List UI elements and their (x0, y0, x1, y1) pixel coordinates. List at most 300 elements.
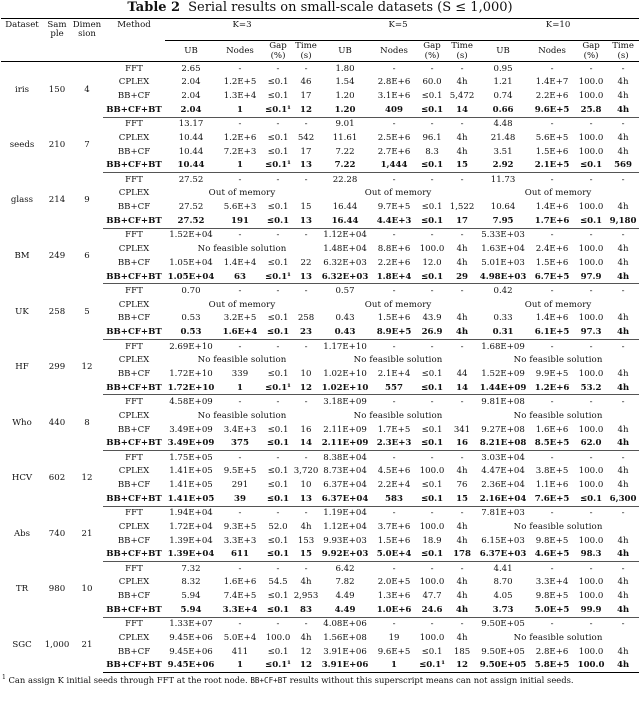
cell-gap: - (430, 452, 434, 463)
cell-nodes: - (392, 452, 396, 463)
cell-ub: 7.81E+03 (481, 508, 525, 519)
cell-gap: 100.0 (578, 202, 604, 213)
cell-ub: 8.70 (493, 577, 513, 588)
cell-ub: 1.80 (335, 63, 355, 74)
cell-nodes: - (392, 63, 396, 74)
cell-nodes: - (238, 341, 242, 352)
cell-nodes: 409 (371, 103, 417, 117)
cell-time: 13 (293, 270, 319, 284)
cell-gap: 100.0 (578, 646, 604, 657)
dataset-group (1, 339, 639, 395)
cell-time: 4h (456, 521, 468, 532)
cell-time: - (304, 119, 308, 130)
cell-time: - (304, 508, 308, 519)
method-name: BB+CF (117, 91, 151, 102)
cell-nodes: - (392, 285, 396, 296)
cell-time: 4h (456, 146, 468, 157)
header-ub: UB (496, 46, 510, 56)
cell-nodes: 1.2E+6 (529, 381, 575, 395)
cell-time: 4h (617, 77, 629, 88)
cell-ub: 0.57 (335, 285, 355, 296)
cell-time: 153 (297, 535, 315, 546)
cell-gap: ≤0.1¹ (417, 659, 447, 673)
header-dimension: Dimen sion (72, 20, 102, 39)
cell-gap: 100.0 (578, 313, 604, 324)
cell-ub: 1.20 (319, 103, 371, 117)
cell-nodes: 9.7E+5 (377, 202, 411, 213)
cell-ub: 6.37E+03 (477, 548, 529, 562)
merged-cell: No feasible solution (513, 521, 603, 532)
cell-time: 4h (300, 577, 312, 588)
header-ub: UB (184, 46, 198, 56)
dataset-group (1, 506, 639, 562)
method-name: CPLEX (118, 410, 150, 421)
method-name: BB+CF+BT (103, 437, 165, 451)
cell-time: 17 (300, 91, 312, 102)
cell-gap: 100.0 (578, 77, 604, 88)
header-k3: K=3 (165, 19, 319, 41)
cell-time: 4h (447, 325, 477, 339)
dataset-name: glass (10, 195, 34, 206)
cell-nodes: 411 (231, 646, 249, 657)
cell-ub: 2.69E+10 (169, 341, 213, 352)
cell-nodes: - (392, 619, 396, 630)
cell-gap: ≤0.1 (417, 437, 447, 451)
cell-gap: - (589, 119, 593, 130)
cell-ub: 0.95 (493, 63, 513, 74)
dataset-name: seeds (9, 139, 35, 150)
cell-ub: 0.53 (165, 325, 217, 339)
cell-gap: ≤0.1 (417, 548, 447, 562)
cell-time: - (621, 119, 625, 130)
cell-time: 10 (300, 480, 312, 491)
cell-gap: 100.0 (578, 244, 604, 255)
cell-time: - (621, 563, 625, 574)
cell-nodes: 1.8E+4 (371, 270, 417, 284)
method-name: FFT (125, 563, 143, 574)
header-sample: Sam ple (47, 20, 67, 39)
method-name: FFT (125, 341, 143, 352)
cell-nodes: 339 (231, 369, 249, 380)
dataset-group (1, 617, 639, 673)
method-name: BB+CF (117, 146, 151, 157)
cell-nodes: - (238, 119, 242, 130)
cell-gap: ≤0.1 (267, 91, 289, 102)
cell-gap: ≤0.1 (267, 257, 289, 268)
cell-ub: 8.38E+04 (323, 452, 367, 463)
header-time: Time (s) (295, 41, 317, 61)
method-name: BB+CF (117, 313, 151, 324)
cell-gap: 100.0 (578, 132, 604, 143)
cell-gap: - (276, 63, 280, 74)
cell-ub: 6.32E+03 (323, 257, 367, 268)
table-row (1, 395, 639, 409)
cell-time: 15 (447, 492, 477, 506)
cell-gap: 100.0 (419, 521, 445, 532)
cell-nodes: 1.7E+5 (377, 424, 411, 435)
cell-gap: - (276, 230, 280, 241)
cell-gap: ≤0.1 (263, 325, 293, 339)
cell-gap: - (589, 63, 593, 74)
cell-gap: ≤0.1 (263, 548, 293, 562)
cell-gap: ≤0.1 (267, 146, 289, 157)
cell-time: 4h (617, 202, 629, 213)
cell-nodes: - (550, 63, 554, 74)
cell-ub: 9.93E+03 (323, 535, 367, 546)
cell-time: 22 (300, 257, 312, 268)
method-name: CPLEX (118, 77, 150, 88)
cell-time: 23 (293, 325, 319, 339)
cell-nodes: - (550, 119, 554, 130)
method-name: CPLEX (118, 466, 150, 477)
sample-count: 258 (48, 306, 66, 317)
sample-count: 440 (48, 417, 66, 428)
cell-ub: 22.28 (332, 174, 358, 185)
cell-ub: 6.32E+03 (319, 270, 371, 284)
cell-time: 1,522 (449, 202, 475, 213)
cell-ub: 7.95 (477, 214, 529, 228)
cell-ub: 1.52E+04 (169, 230, 213, 241)
sample-count: 150 (48, 84, 66, 95)
cell-time: 4h (607, 270, 639, 284)
cell-nodes: 611 (217, 548, 263, 562)
cell-nodes: 1.3E+4 (223, 91, 257, 102)
cell-ub: 10.64 (490, 202, 516, 213)
cell-nodes: 1.2E+6 (223, 132, 257, 143)
cell-nodes: 7.4E+5 (223, 591, 257, 602)
cell-gap: ≤0.1 (421, 369, 443, 380)
method-name: BB+CF (117, 480, 151, 491)
dataset-group (1, 228, 639, 284)
cell-gap: 47.7 (422, 591, 442, 602)
cell-time: - (621, 397, 625, 408)
cell-ub: 0.31 (477, 325, 529, 339)
cell-nodes: - (550, 508, 554, 519)
cell-time: 4h (617, 480, 629, 491)
table-row (1, 117, 639, 131)
cell-gap: 100.0 (578, 591, 604, 602)
cell-ub: 0.66 (477, 103, 529, 117)
sample-count: 210 (48, 139, 66, 150)
cell-gap: ≤0.1¹ (263, 103, 293, 117)
method-name: FFT (125, 174, 143, 185)
cell-gap: - (430, 285, 434, 296)
cell-ub: 1.63E+04 (481, 244, 525, 255)
cell-nodes: 5.0E+4 (223, 632, 257, 643)
table-row (1, 228, 639, 242)
cell-time: 15 (293, 548, 319, 562)
cell-nodes: 1.5E+6 (535, 257, 569, 268)
cell-time: 6,300 (607, 492, 639, 506)
cell-nodes: 5.0E+5 (529, 603, 575, 617)
cell-ub: 1.02E+10 (319, 381, 371, 395)
dataset-name: Abs (13, 528, 31, 539)
method-name: FFT (125, 63, 143, 74)
cell-gap: - (430, 508, 434, 519)
cell-gap: - (430, 563, 434, 574)
cell-time: 12 (293, 103, 319, 117)
cell-nodes: - (392, 508, 396, 519)
cell-nodes: 3.3E+4 (217, 603, 263, 617)
cell-nodes: 1 (371, 659, 417, 673)
cell-gap: - (589, 563, 593, 574)
cell-time: 15 (447, 159, 477, 173)
cell-time: - (304, 341, 308, 352)
cell-ub: 1.41E+05 (169, 480, 213, 491)
cell-nodes: 3.7E+6 (377, 521, 411, 532)
cell-time: - (621, 508, 625, 519)
cell-nodes: 1.4E+4 (223, 257, 257, 268)
cell-gap: - (589, 174, 593, 185)
merged-cell: No feasible solution (513, 632, 603, 643)
cell-time: 4h (617, 646, 629, 657)
cell-ub: 3.03E+04 (481, 452, 525, 463)
dataset-name: Who (12, 417, 32, 428)
sample-count: 214 (48, 195, 66, 206)
cell-gap: - (276, 174, 280, 185)
cell-time: - (460, 119, 464, 130)
cell-ub: 7.22 (319, 159, 371, 173)
cell-ub: 7.82 (335, 577, 355, 588)
cell-time: 2,953 (293, 591, 319, 602)
table-caption (0, 0, 640, 18)
dimension-count: 12 (81, 473, 93, 484)
cell-ub: 1.44E+09 (477, 381, 529, 395)
cell-nodes: 9.6E+5 (529, 103, 575, 117)
cell-ub: 27.52 (178, 202, 204, 213)
cell-ub: 4.98E+03 (477, 270, 529, 284)
cell-ub: 3.91E+06 (323, 646, 367, 657)
cell-nodes: 3.8E+5 (535, 466, 569, 477)
cell-gap: - (589, 452, 593, 463)
dimension-count: 9 (84, 195, 90, 206)
cell-time: - (460, 452, 464, 463)
cell-gap: 18.9 (422, 535, 442, 546)
cell-nodes: - (550, 174, 554, 185)
cell-nodes: 1.5E+6 (377, 535, 411, 546)
cell-ub: 2.04 (165, 103, 217, 117)
cell-nodes: 1.1E+6 (535, 480, 569, 491)
cell-time: 13 (293, 492, 319, 506)
cell-gap: 26.9 (417, 325, 447, 339)
cell-ub: 9.45E+06 (169, 632, 213, 643)
cell-gap: 97.9 (575, 270, 607, 284)
cell-time: - (304, 174, 308, 185)
dataset-group (1, 395, 639, 451)
cell-gap: ≤0.1 (267, 591, 289, 602)
cell-ub: 8.21E+08 (477, 437, 529, 451)
method-name: BB+CF (117, 369, 151, 380)
cell-time: 15 (300, 202, 312, 213)
cell-nodes: 3.1E+6 (377, 91, 411, 102)
cell-time: 12 (300, 646, 312, 657)
cell-gap: 100.0 (578, 369, 604, 380)
sample-count: 299 (48, 362, 66, 373)
cell-nodes: 1 (217, 103, 263, 117)
cell-time: - (621, 341, 625, 352)
cell-ub: 9.27E+08 (481, 424, 525, 435)
cell-gap: - (276, 452, 280, 463)
cell-time: - (304, 285, 308, 296)
cell-nodes: 1 (217, 381, 263, 395)
cell-ub: 2.16E+04 (477, 492, 529, 506)
cell-time: - (621, 285, 625, 296)
cell-nodes: 39 (217, 492, 263, 506)
method-name: FFT (125, 508, 143, 519)
cell-gap: 100.0 (419, 466, 445, 477)
method-name: BB+CF+BT (103, 548, 165, 562)
cell-gap: - (276, 508, 280, 519)
dimension-count: 5 (84, 306, 90, 317)
table-row (1, 284, 639, 298)
merged-cell: Out of memory (364, 188, 432, 199)
cell-gap: 97.3 (575, 325, 607, 339)
method-name: CPLEX (118, 188, 150, 199)
cell-nodes: 191 (217, 214, 263, 228)
cell-time: - (621, 619, 625, 630)
cell-ub: 1.68E+09 (481, 341, 525, 352)
header-dataset: Dataset (5, 20, 39, 30)
cell-time: 46 (300, 77, 312, 88)
cell-nodes: - (238, 452, 242, 463)
cell-time: 17 (300, 146, 312, 157)
dimension-count: 10 (81, 584, 93, 595)
cell-time: - (621, 452, 625, 463)
dimension-count: 7 (84, 139, 90, 150)
cell-nodes: 7.6E+5 (529, 492, 575, 506)
method-name: FFT (125, 619, 143, 630)
cell-nodes: 3.4E+3 (223, 424, 257, 435)
cell-gap: - (430, 341, 434, 352)
cell-gap: 100.0 (578, 91, 604, 102)
cell-gap: - (589, 285, 593, 296)
header-gap: Gap (%) (269, 41, 287, 61)
table-row (1, 339, 639, 353)
cell-gap: - (589, 619, 593, 630)
cell-gap: - (589, 230, 593, 241)
dataset-group (1, 284, 639, 340)
header-method: Method (117, 20, 151, 30)
cell-gap: 100.0 (419, 632, 445, 643)
dimension-count: 21 (81, 528, 93, 539)
cell-nodes: 2.2E+6 (535, 91, 569, 102)
cell-time: 4h (617, 535, 629, 546)
sample-count: 602 (48, 473, 66, 484)
cell-nodes: 2.5E+6 (377, 132, 411, 143)
cell-gap: ≤0.1 (267, 480, 289, 491)
cell-time: - (460, 63, 464, 74)
cell-time: 4h (607, 325, 639, 339)
method-name: BB+CF+BT (103, 214, 165, 228)
cell-gap: - (589, 508, 593, 519)
cell-gap: ≤0.1 (575, 214, 607, 228)
table-row (1, 173, 639, 187)
dimension-count: 12 (81, 362, 93, 373)
dimension-count: 6 (84, 250, 90, 261)
cell-time: 4h (617, 577, 629, 588)
cell-time: 14 (293, 437, 319, 451)
cell-time: 4h (447, 603, 477, 617)
cell-nodes: - (550, 341, 554, 352)
cell-ub: 9.50E+05 (477, 659, 529, 673)
cell-nodes: 2.8E+6 (535, 646, 569, 657)
cell-ub: 4.58E+09 (169, 397, 213, 408)
cell-ub: 11.61 (332, 132, 358, 143)
cell-nodes: - (392, 341, 396, 352)
cell-nodes: 9.8E+5 (535, 591, 569, 602)
header-k10: K=10 (477, 19, 639, 41)
method-name: BB+CF+BT (103, 159, 165, 173)
cell-ub: 1.72E+04 (169, 521, 213, 532)
cell-time: 4h (607, 603, 639, 617)
cell-time: 83 (293, 603, 319, 617)
cell-gap: ≤0.1 (417, 159, 447, 173)
cell-time: 16 (300, 424, 312, 435)
cell-gap: ≤0.1 (267, 202, 289, 213)
method-name: BB+CF+BT (103, 659, 165, 673)
cell-nodes: - (392, 563, 396, 574)
table-title: Serial results on small-scale datasets (S ≤ 1,000) (188, 0, 513, 15)
cell-ub: 2.36E+04 (481, 480, 525, 491)
method-name: BB+CF+BT (103, 270, 165, 284)
merged-cell: Out of memory (524, 188, 592, 199)
cell-gap: 52.0 (268, 521, 288, 532)
dataset-name: SGC (12, 639, 32, 650)
cell-gap: 100.0 (578, 257, 604, 268)
method-name: CPLEX (118, 355, 150, 366)
cell-gap: ≤0.1 (267, 646, 289, 657)
cell-gap: 100.0 (419, 244, 445, 255)
cell-ub: 2.11E+09 (323, 424, 367, 435)
merged-cell: Out of memory (208, 188, 276, 199)
cell-gap: ≤0.1 (575, 159, 607, 173)
cell-nodes: 1.7E+6 (529, 214, 575, 228)
cell-gap: ≤0.1 (417, 381, 447, 395)
dimension-count: 21 (81, 639, 93, 650)
table-header (1, 19, 639, 62)
cell-ub: 0.70 (181, 285, 201, 296)
merged-cell: No feasible solution (197, 355, 287, 366)
cell-time: - (304, 63, 308, 74)
cell-time: 16 (447, 437, 477, 451)
cell-time: 44 (456, 369, 468, 380)
cell-nodes: 583 (371, 492, 417, 506)
cell-gap: 98.3 (575, 548, 607, 562)
cell-ub: 1.33E+07 (169, 619, 213, 630)
cell-ub: 11.73 (490, 174, 516, 185)
cell-gap: 96.1 (422, 132, 442, 143)
cell-ub: 8.32 (181, 577, 201, 588)
cell-ub: 2.04 (181, 77, 201, 88)
sample-count: 740 (48, 528, 66, 539)
cell-ub: 9.92E+03 (319, 548, 371, 562)
cell-nodes: - (238, 508, 242, 519)
cell-ub: 1.20 (335, 91, 355, 102)
cell-gap: ≤0.1 (421, 202, 443, 213)
cell-time: 4h (456, 77, 468, 88)
method-name: BB+CF (117, 535, 151, 546)
cell-nodes: - (238, 285, 242, 296)
cell-nodes: 5.0E+4 (371, 548, 417, 562)
cell-gap: - (430, 230, 434, 241)
cell-nodes: 1.2E+5 (223, 77, 257, 88)
cell-time: 185 (453, 646, 471, 657)
cell-nodes: 4.4E+3 (371, 214, 417, 228)
cell-ub: 1.21 (493, 77, 513, 88)
cell-nodes: 1.6E+6 (535, 424, 569, 435)
cell-nodes: 1.4E+7 (535, 77, 569, 88)
cell-nodes: - (550, 563, 554, 574)
